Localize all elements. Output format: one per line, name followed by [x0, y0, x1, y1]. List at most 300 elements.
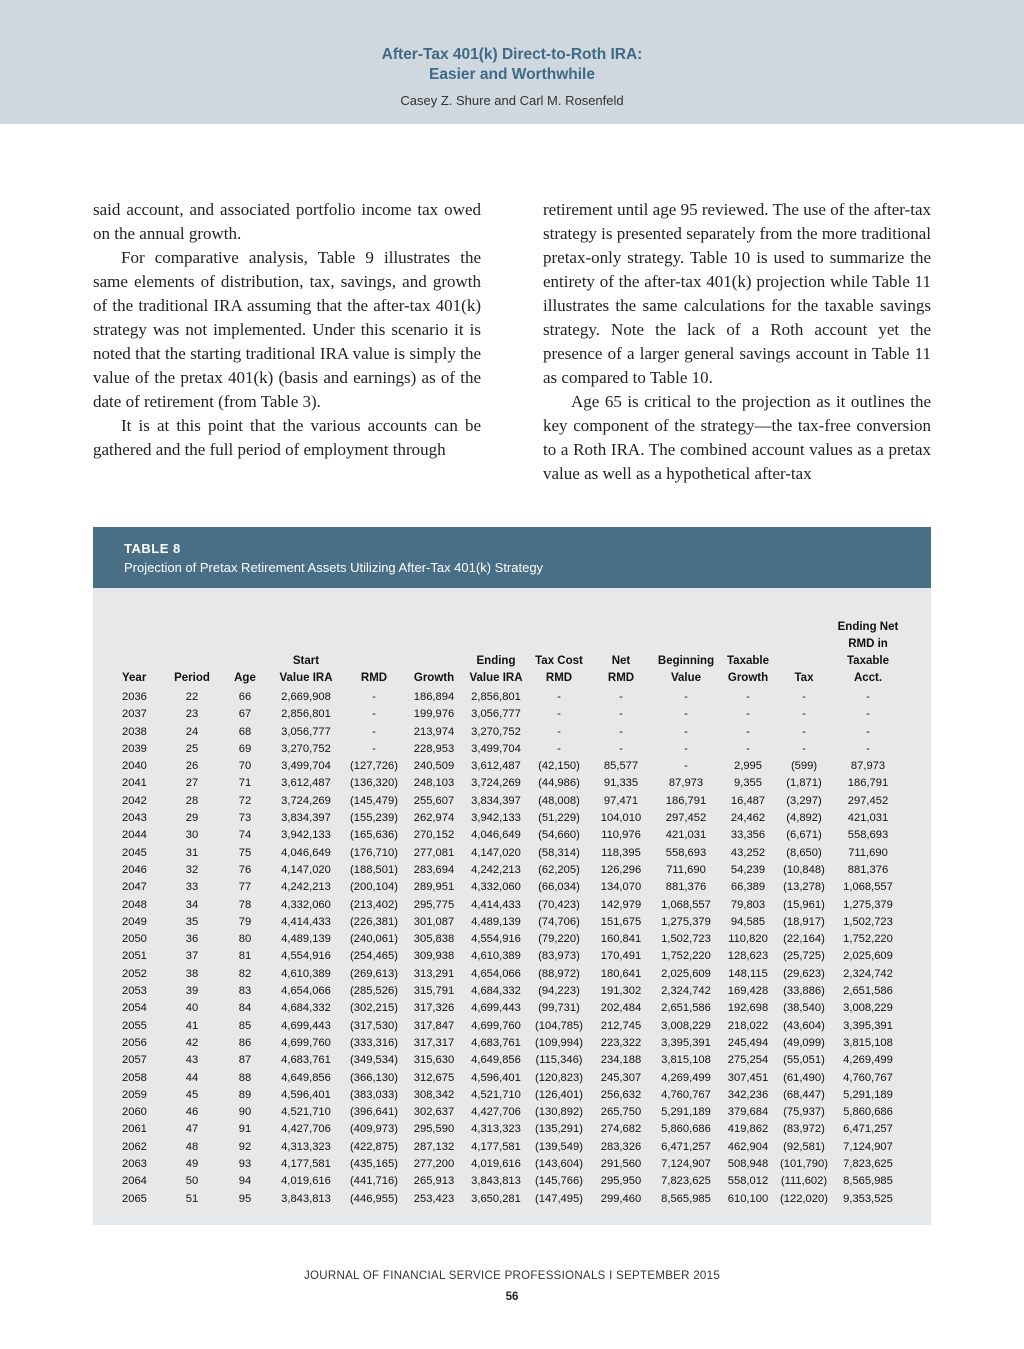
paragraph: Age 65 is critical to the projection as it outlines the key component of the strategy—the tax-free conversion to a Roth IRA. The combined account values as a pretax value as well as a hypothetical after-tax: [543, 392, 931, 483]
table-cell: 82: [238, 967, 252, 980]
table-cell: 711,690: [666, 863, 706, 876]
table-cell: (25,725): [783, 950, 825, 963]
table-cell: 45: [185, 1088, 199, 1101]
table-cell: 283,694: [413, 863, 455, 876]
table-cell: 4,610,389: [281, 967, 331, 980]
table-cell: 76: [238, 863, 252, 876]
table-cell: (127,726): [350, 760, 398, 773]
table-cell: 2043: [122, 812, 147, 825]
table-cell: 277,200: [413, 1158, 455, 1171]
table-cell: 2,669,908: [281, 691, 331, 703]
table-cell: 228,953: [413, 742, 455, 755]
table-cell: -: [619, 691, 623, 703]
table-cell: 24: [185, 725, 199, 738]
table-cell: (317,530): [350, 1019, 398, 1032]
table-cell: 36: [185, 933, 199, 946]
table-cell: 2047: [122, 881, 147, 894]
table-header-bar: [93, 527, 931, 588]
table-cell: -: [866, 742, 870, 755]
table-cell: -: [802, 742, 806, 755]
table-cell: 1,752,220: [843, 933, 893, 946]
table-cell: 2051: [122, 950, 147, 963]
table-cell: 48: [185, 1140, 199, 1153]
table-cell: (122,020): [780, 1192, 828, 1205]
table-cell: (62,205): [538, 863, 580, 876]
table-cell: (75,937): [783, 1106, 825, 1119]
table-cell: 49: [185, 1158, 199, 1171]
table-cell: 3,815,108: [843, 1036, 893, 1049]
table-cell: (145,766): [535, 1175, 583, 1188]
table-cell: 87,973: [668, 777, 704, 790]
table-cell: (42,150): [538, 760, 580, 773]
table-cell: 1,502,723: [661, 933, 711, 946]
table-cell: 2,324,742: [843, 967, 893, 980]
table-cell: 297,452: [847, 794, 889, 807]
table-cell: 421,031: [847, 812, 889, 825]
table-cell: -: [746, 725, 750, 738]
table-cell: 558,693: [847, 829, 889, 842]
table-cell: 43: [185, 1054, 199, 1067]
table-cell: (422,875): [350, 1140, 398, 1153]
table-cell: 85,577: [603, 760, 639, 773]
table-cell: 4,521,710: [281, 1106, 331, 1119]
table-cell: 86: [238, 1036, 252, 1049]
table-cell: 255,607: [413, 794, 455, 807]
table-cell: 6,471,257: [843, 1123, 893, 1136]
table-cell: 3,724,269: [281, 794, 331, 807]
table-cell: 77: [238, 881, 252, 894]
table-cell: 3,612,487: [471, 760, 521, 773]
table-label: TABLE 8: [124, 541, 181, 556]
table-cell: (48,008): [538, 794, 580, 807]
journal-footer: JOURNAL OF FINANCIAL SERVICE PROFESSIONALS I SEPTEMBER 2015: [303, 1270, 721, 1282]
table-cell: 3,395,391: [843, 1019, 893, 1032]
table-cell: (366,130): [350, 1071, 398, 1084]
table-cell: 47: [185, 1123, 199, 1136]
table-cell: (79,220): [538, 933, 580, 946]
table-cell: (83,972): [783, 1123, 825, 1136]
table-cell: 3,942,133: [281, 829, 331, 842]
table-cell: 9,355: [734, 777, 762, 790]
table-cell: 265,913: [413, 1175, 455, 1188]
table-cell: (29,623): [783, 967, 825, 980]
table-row: [120, 741, 904, 758]
table-cell: 2046: [122, 863, 147, 876]
table-cell: 2050: [122, 933, 147, 946]
table-cell: 2,025,609: [661, 967, 711, 980]
table-cell: 277,081: [413, 846, 455, 859]
column-header: Ending Net RMD in Taxable Acct.: [837, 621, 899, 684]
table-cell: 33,356: [730, 829, 766, 842]
table-cell: 4,147,020: [471, 846, 521, 859]
table-cell: 91,335: [603, 777, 639, 790]
table-cell: 5,291,189: [843, 1088, 893, 1101]
table-cell: 3,056,777: [471, 708, 521, 721]
table-cell: 4,313,323: [281, 1140, 331, 1153]
table-cell: 309,938: [413, 950, 455, 963]
table-cell: 3,650,281: [471, 1192, 521, 1205]
table-cell: 4,332,060: [471, 881, 521, 894]
table-cell: 295,950: [600, 1175, 642, 1188]
table-cell: (240,061): [350, 933, 398, 946]
table-cell: (441,716): [350, 1175, 398, 1188]
table-cell: 4,046,649: [281, 846, 331, 859]
table-cell: 67: [238, 708, 252, 721]
table-cell: 4,332,060: [281, 898, 331, 911]
table-cell: 39: [185, 985, 199, 998]
table-row: [120, 724, 904, 741]
table-cell: 5,860,686: [661, 1123, 711, 1136]
table-cell: 308,342: [413, 1088, 455, 1101]
table-cell: (333,316): [350, 1036, 398, 1049]
table-cell: 97,471: [603, 794, 639, 807]
table-cell: -: [372, 725, 376, 738]
table-cell: 88: [238, 1071, 252, 1084]
table-cell: 419,862: [727, 1123, 769, 1136]
table-row: [120, 931, 904, 948]
table-row: [120, 948, 904, 965]
table-row: [120, 1139, 904, 1156]
table-cell: 16,487: [730, 794, 766, 807]
table-cell: 2062: [122, 1140, 147, 1153]
table-cell: 2038: [122, 725, 147, 738]
table-cell: (155,239): [350, 812, 398, 825]
table-cell: 4,684,332: [471, 985, 521, 998]
table-cell: (145,479): [350, 794, 398, 807]
table-cell: (139,549): [535, 1140, 583, 1153]
table-cell: (176,710): [350, 846, 398, 859]
table-cell: 4,489,139: [471, 915, 521, 928]
table-cell: 142,979: [600, 898, 642, 911]
table-cell: 4,699,760: [281, 1036, 331, 1049]
table-cell: 42: [185, 1036, 199, 1049]
table-cell: 4,046,649: [471, 829, 521, 842]
table-cell: 558,693: [665, 846, 707, 859]
table-cell: 4,427,706: [281, 1123, 331, 1136]
table-cell: -: [746, 708, 750, 721]
table-cell: 34: [185, 898, 199, 911]
table-cell: 305,838: [413, 933, 455, 946]
table-cell: (15,961): [783, 898, 825, 911]
table-cell: -: [557, 725, 561, 738]
table-cell: (6,671): [786, 829, 822, 842]
table-cell: 1,068,557: [843, 881, 893, 894]
table-cell: 43,252: [730, 846, 766, 859]
table-cell: (226,381): [350, 915, 398, 928]
table-cell: 3,008,229: [661, 1019, 711, 1032]
table-cell: (383,033): [350, 1088, 398, 1101]
table-cell: (396,641): [350, 1106, 398, 1119]
table-cell: (33,886): [783, 985, 825, 998]
table-cell: -: [684, 691, 688, 703]
table-cell: 51: [185, 1192, 199, 1205]
table-cell: 199,976: [413, 708, 455, 721]
table-cell: 283,326: [600, 1140, 642, 1153]
table-row: [120, 897, 904, 914]
table-cell: 2036: [122, 691, 147, 703]
table-cell: -: [684, 760, 688, 773]
table-cell: 2058: [122, 1071, 147, 1084]
table-cell: 7,823,625: [661, 1175, 711, 1188]
table-cell: 4,649,856: [281, 1071, 331, 1084]
paragraph: For comparative analysis, Table 9 illustrates the same elements of distribution, tax, savings, and growth of the traditional IRA assuming that the after-tax 401(k) strategy was not implemented. Under this scenario it is noted that the starting traditional IRA value is simply the value of the pretax 401(k) (basis and earnings) as of the date of retirement (from Table 3).: [93, 248, 481, 411]
table-row: [120, 983, 904, 1000]
table-cell: (435,165): [350, 1158, 398, 1171]
table-cell: 4,313,323: [471, 1123, 521, 1136]
table-cell: (101,790): [780, 1158, 828, 1171]
table-cell: (43,604): [783, 1019, 825, 1032]
table-cell: 313,291: [413, 967, 455, 980]
table-cell: 3,724,269: [471, 777, 521, 790]
table-cell: 79,803: [730, 898, 766, 911]
table-cell: 46: [185, 1106, 199, 1119]
table-cell: 4,683,761: [471, 1036, 521, 1049]
table-row: [120, 1156, 904, 1173]
table-cell: 134,070: [600, 881, 642, 894]
table-cell: 2,324,742: [661, 985, 711, 998]
table-cell: 78: [238, 898, 252, 911]
table-cell: (120,823): [535, 1071, 583, 1084]
table-cell: 9,353,525: [843, 1192, 893, 1205]
table-cell: 37: [185, 950, 199, 963]
table-row: [120, 845, 904, 862]
table-cell: 4,684,332: [281, 1002, 331, 1015]
table-cell: (143,604): [535, 1158, 583, 1171]
table-cell: 287,132: [413, 1140, 455, 1153]
table-cell: 2055: [122, 1019, 147, 1032]
table-cell: 40: [185, 1002, 199, 1015]
table-cell: (115,346): [535, 1054, 583, 1067]
table-cell: 72: [238, 794, 252, 807]
table-cell: 5,291,189: [661, 1106, 711, 1119]
table-row: [120, 1173, 904, 1190]
table-cell: -: [746, 742, 750, 755]
table-cell: 4,242,213: [281, 881, 331, 894]
table-cell: 2042: [122, 794, 147, 807]
table-cell: 3,843,813: [281, 1192, 331, 1205]
table-cell: 265,750: [600, 1106, 642, 1119]
table-cell: (58,314): [538, 846, 580, 859]
table-cell: 2,651,586: [843, 985, 893, 998]
table-cell: 297,452: [665, 812, 707, 825]
table-cell: 218,022: [727, 1019, 769, 1032]
table-cell: (74,706): [538, 915, 580, 928]
table-cell: 299,460: [600, 1192, 642, 1205]
article-title-line-1: After-Tax 401(k) Direct-to-Roth IRA:: [381, 46, 643, 63]
table-cell: 110,820: [728, 933, 768, 946]
table-cell: 54,239: [730, 863, 766, 876]
table-cell: (94,223): [538, 985, 580, 998]
table-cell: 24,462: [730, 812, 766, 825]
table-cell: (135,291): [535, 1123, 583, 1136]
table-row: [120, 1104, 904, 1121]
table-cell: 240,509: [413, 760, 455, 773]
column-header: Period: [174, 672, 210, 684]
table-cell: (68,447): [783, 1088, 825, 1101]
table-cell: -: [866, 691, 870, 703]
table-cell: 7,823,625: [843, 1158, 893, 1171]
table-cell: 5,860,686: [843, 1106, 893, 1119]
table-cell: 30: [185, 829, 199, 842]
table-cell: (88,972): [538, 967, 580, 980]
table-cell: 3,499,704: [281, 760, 331, 773]
table-cell: 3,056,777: [281, 725, 331, 738]
table-cell: (44,986): [538, 777, 580, 790]
page-number: 56: [505, 1291, 519, 1303]
table-cell: 3,834,397: [281, 812, 331, 825]
article-authors: Casey Z. Shure and Carl M. Rosenfeld: [400, 93, 624, 108]
table-cell: 4,019,616: [281, 1175, 331, 1188]
column-header: Ending Value IRA: [469, 655, 523, 684]
table-cell: 4,269,499: [661, 1071, 711, 1084]
table-cell: -: [372, 742, 376, 755]
table-cell: 89: [238, 1088, 252, 1101]
table-cell: 148,115: [728, 967, 768, 980]
table-cell: 3,270,752: [471, 725, 521, 738]
table-cell: 245,494: [727, 1036, 769, 1049]
table-cell: -: [684, 708, 688, 721]
table-cell: 7,124,907: [661, 1158, 711, 1171]
table-cell: (213,402): [350, 898, 398, 911]
table-cell: 151,675: [600, 915, 642, 928]
table-cell: -: [619, 725, 623, 738]
table-cell: 7,124,907: [843, 1140, 893, 1153]
running-header: [0, 0, 1024, 124]
table-row: [120, 1121, 904, 1138]
table-cell: 4,699,760: [471, 1019, 521, 1032]
table-cell: 2054: [122, 1002, 147, 1015]
table-cell: (13,278): [783, 881, 825, 894]
table-cell: -: [684, 742, 688, 755]
table-cell: 4,649,856: [471, 1054, 521, 1067]
column-header: RMD: [360, 672, 388, 684]
table-cell: 2064: [122, 1175, 147, 1188]
table-cell: 4,147,020: [281, 863, 331, 876]
table-cell: 91: [238, 1123, 252, 1136]
table-cell: -: [802, 708, 806, 721]
column-header: Tax Cost RMD: [535, 655, 583, 684]
table-cell: 4,654,066: [471, 967, 521, 980]
table-cell: 104,010: [600, 812, 642, 825]
table-cell: 38: [185, 967, 199, 980]
table-cell: 315,791: [413, 985, 455, 998]
table-cell: 191,302: [600, 985, 642, 998]
table-cell: (55,051): [783, 1054, 825, 1067]
table-cell: 2052: [122, 967, 147, 980]
table-cell: 84: [238, 1002, 252, 1015]
table-cell: 4,554,916: [471, 933, 521, 946]
table-cell: 28: [185, 794, 199, 807]
table-cell: 212,745: [600, 1019, 642, 1032]
table-cell: -: [372, 691, 376, 703]
table-cell: 29: [185, 812, 199, 825]
table-cell: (126,401): [535, 1088, 583, 1101]
table-cell: 3,843,813: [471, 1175, 521, 1188]
table-cell: (22,164): [783, 933, 825, 946]
table-cell: 169,428: [727, 985, 769, 998]
table-cell: 2044: [122, 829, 147, 842]
table-cell: -: [866, 725, 870, 738]
table-cell: 4,177,581: [281, 1158, 331, 1171]
table-cell: 4,414,433: [281, 915, 331, 928]
table-cell: 4,242,213: [471, 863, 521, 876]
table-cell: 342,236: [727, 1088, 769, 1101]
table-cell: 170,491: [600, 950, 642, 963]
table-cell: 25: [185, 742, 199, 755]
table-cell: 35: [185, 915, 199, 928]
body-column-right: [543, 198, 931, 486]
table-cell: (409,973): [350, 1123, 398, 1136]
table-cell: 4,521,710: [471, 1088, 521, 1101]
table-row: [120, 1052, 904, 1069]
table-cell: 2,651,586: [661, 1002, 711, 1015]
table-cell: 3,499,704: [471, 742, 521, 755]
table-cell: 83: [238, 985, 252, 998]
table-cell: (130,892): [535, 1106, 583, 1119]
table-cell: (285,526): [350, 985, 398, 998]
table-cell: 69: [238, 742, 252, 755]
table-cell: (92,581): [783, 1140, 825, 1153]
table-cell: 234,188: [600, 1054, 642, 1067]
table-cell: 2060: [122, 1106, 147, 1119]
table-cell: 301,087: [413, 915, 455, 928]
table-row: [120, 879, 904, 896]
table-cell: 2049: [122, 915, 147, 928]
table-cell: 2056: [122, 1036, 147, 1049]
table-cell: (61,490): [783, 1071, 825, 1084]
table-cell: 462,904: [727, 1140, 769, 1153]
table-cell: 291,560: [600, 1158, 642, 1171]
table-cell: 1,275,379: [661, 915, 711, 928]
table-cell: (70,423): [538, 898, 580, 911]
table-cell: 881,376: [847, 863, 889, 876]
table-cell: 4,596,401: [471, 1071, 521, 1084]
table-cell: 4,269,499: [843, 1054, 893, 1067]
table-cell: 71: [238, 777, 252, 790]
table-cell: 180,641: [600, 967, 642, 980]
table-cell: 274,682: [600, 1123, 642, 1136]
table-cell: 4,654,066: [281, 985, 331, 998]
table-cell: 66,389: [730, 881, 766, 894]
table-cell: 3,270,752: [281, 742, 331, 755]
table-header-row: [120, 619, 904, 689]
table-cell: 44: [185, 1071, 199, 1084]
table-cell: 186,791: [665, 794, 707, 807]
table-cell: (254,465): [350, 950, 398, 963]
table-cell: 73: [238, 812, 252, 825]
table-cell: 33: [185, 881, 199, 894]
table-cell: 41: [185, 1019, 199, 1032]
table-cell: 160,841: [600, 933, 642, 946]
table-cell: 3,942,133: [471, 812, 521, 825]
table-cell: 558,012: [727, 1175, 769, 1188]
table-cell: -: [684, 725, 688, 738]
table-cell: (111,602): [780, 1175, 828, 1188]
table-cell: 94,585: [730, 915, 766, 928]
table-cell: 1,752,220: [661, 950, 711, 963]
table-row: [120, 1018, 904, 1035]
table-cell: 4,699,443: [281, 1019, 331, 1032]
table-row: [120, 689, 904, 706]
table-cell: 881,376: [665, 881, 707, 894]
table-cell: 26: [185, 760, 199, 773]
table-cell: (18,917): [783, 915, 825, 928]
table-8-panel: [93, 527, 931, 1225]
table-cell: 213,974: [413, 725, 455, 738]
table-row: [120, 775, 904, 792]
table-cell: 3,612,487: [281, 777, 331, 790]
table-cell: 4,019,616: [471, 1158, 521, 1171]
